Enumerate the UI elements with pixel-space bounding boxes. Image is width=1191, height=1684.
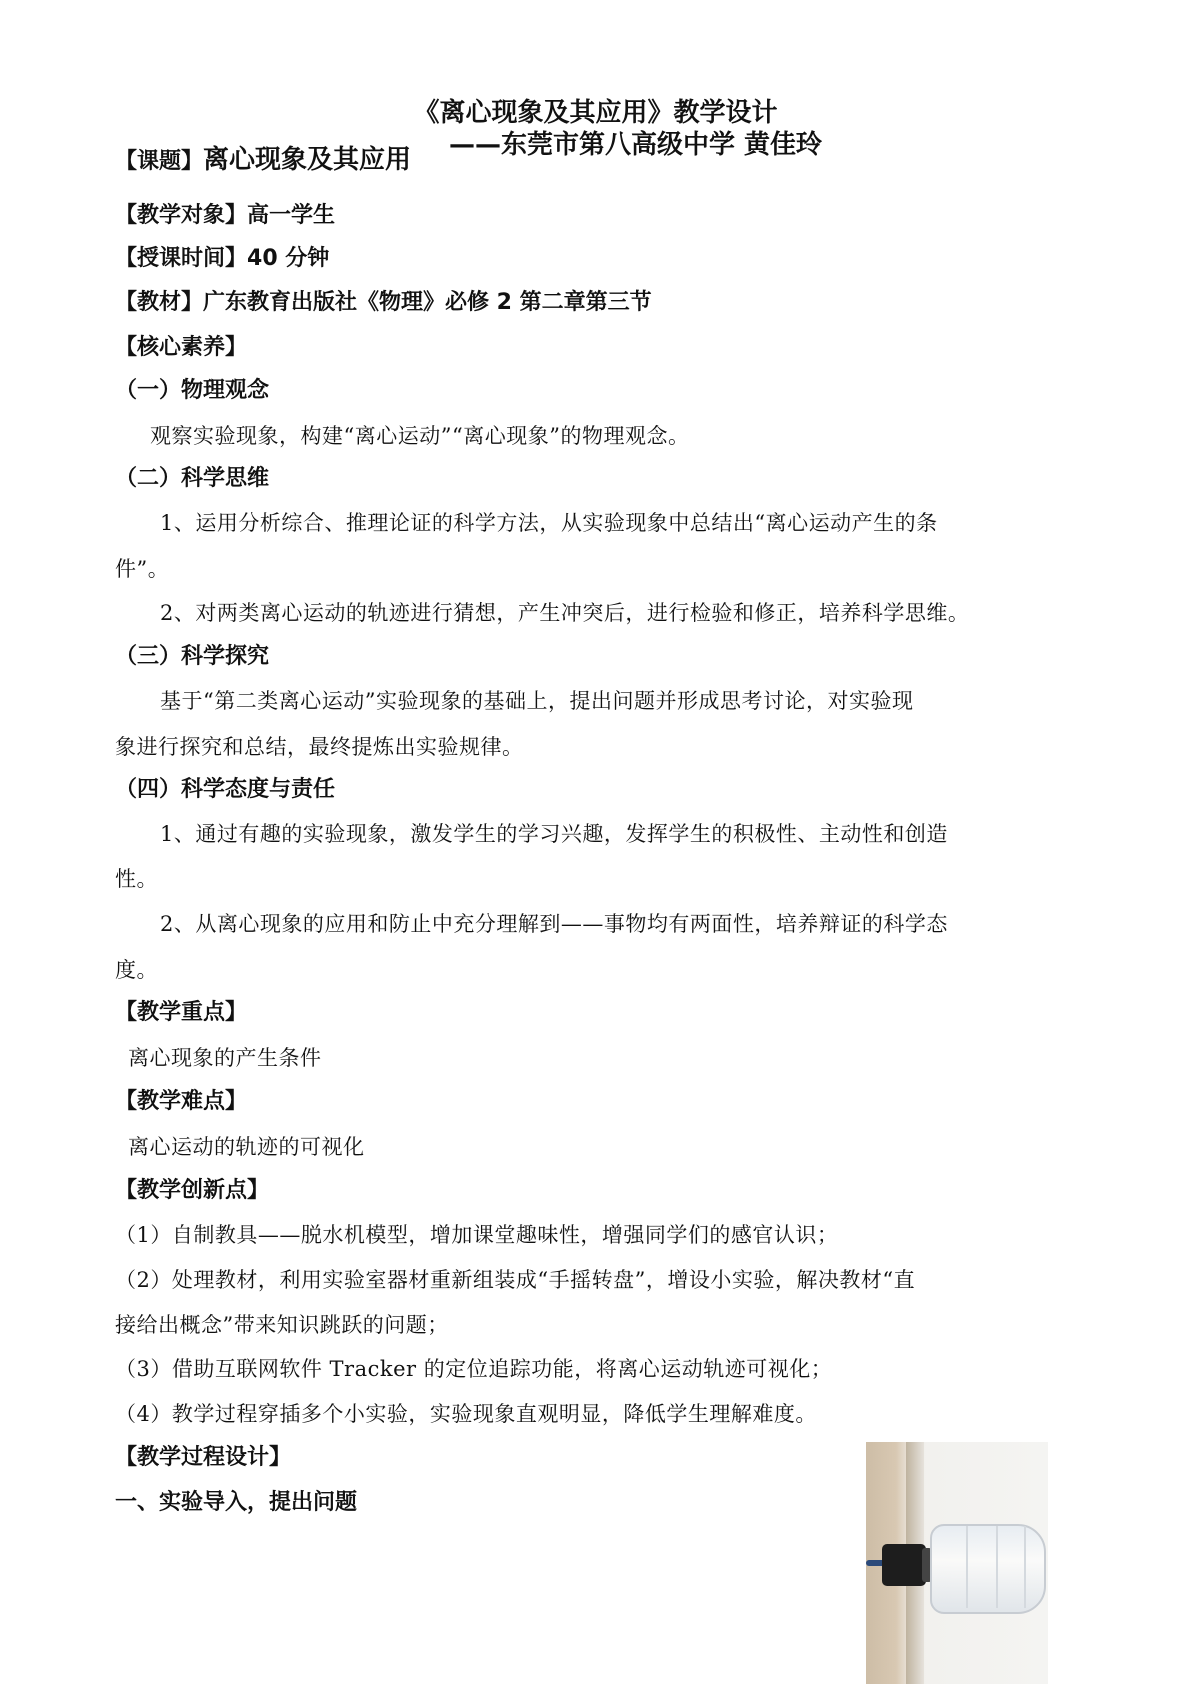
plastic-bottle-shape bbox=[930, 1524, 1046, 1614]
difficulty-text: 离心运动的轨迹的可视化 bbox=[128, 1135, 365, 1159]
innovation-item-2-line-1: （2）处理教材，利用实验室器材重新组装成“手摇转盘”，增设小实验，解决教材“直 bbox=[115, 1268, 916, 1292]
innovation-heading: 【教学创新点】 bbox=[115, 1178, 270, 1203]
core-heading: 【核心素养】 bbox=[115, 335, 248, 360]
audience-row bbox=[115, 201, 335, 231]
document-title: 《离心现象及其应用》教学设计 bbox=[413, 98, 778, 128]
duration-key: 【授课时间】 bbox=[115, 246, 248, 271]
textbook-key: 【教材】 bbox=[115, 290, 204, 315]
difficulty-heading: 【教学难点】 bbox=[115, 1089, 248, 1114]
duration-row bbox=[115, 244, 329, 274]
thinking-item-1-line-2: 件”。 bbox=[115, 557, 170, 581]
subject-value: 离心现象及其应用 bbox=[203, 145, 412, 175]
attitude-item-1-line-2: 性。 bbox=[115, 867, 158, 891]
section-physics-concept: （一）物理观念 bbox=[115, 378, 270, 403]
bottle-ridge bbox=[966, 1526, 968, 1608]
physics-concept-text: 观察实验现象，构建“离心运动”“离心现象”的物理观念。 bbox=[150, 424, 690, 448]
thinking-item-1-line-1: 1、运用分析综合、推理论证的科学方法，从实验现象中总结出“离心运动产生的条 bbox=[160, 511, 938, 535]
section-attitude-responsibility: （四）科学态度与责任 bbox=[115, 777, 336, 802]
subject-row bbox=[115, 145, 411, 177]
attitude-item-1-line-1: 1、通过有趣的实验现象，激发学生的学习兴趣，发挥学生的积极性、主动性和创造 bbox=[160, 822, 948, 846]
subject-key: 【课题】 bbox=[115, 149, 204, 174]
bottle-cap-shape bbox=[882, 1544, 926, 1586]
textbook-value: 广东教育出版社《物理》必修 2 第二章第三节 bbox=[203, 290, 652, 315]
bottle-photo bbox=[866, 1442, 1048, 1684]
inquiry-text-line-2: 象进行探究和总结，最终提炼出实验规律。 bbox=[115, 735, 524, 759]
focus-text: 离心现象的产生条件 bbox=[128, 1046, 322, 1070]
inquiry-text-line-1: 基于“第二类离心运动”实验现象的基础上，提出问题并形成思考讨论，对实验现 bbox=[160, 689, 914, 713]
process-heading: 【教学过程设计】 bbox=[115, 1445, 292, 1470]
innovation-item-4: （4）教学过程穿插多个小实验，实验现象直观明显，降低学生理解难度。 bbox=[115, 1402, 817, 1426]
audience-value: 高一学生 bbox=[247, 203, 336, 228]
focus-heading: 【教学重点】 bbox=[115, 1000, 248, 1025]
attitude-item-2-line-2: 度。 bbox=[115, 958, 158, 982]
bottle-ridge bbox=[996, 1526, 998, 1608]
textbook-row bbox=[115, 288, 652, 318]
section-scientific-inquiry: （三）科学探究 bbox=[115, 644, 270, 669]
thinking-item-2: 2、对两类离心运动的轨迹进行猜想，产生冲突后，进行检验和修正，培养科学思维。 bbox=[160, 601, 970, 625]
bottle-ridge bbox=[1024, 1526, 1026, 1608]
innovation-item-2-line-2: 接给出概念”带来知识跳跃的问题； bbox=[115, 1313, 449, 1337]
process-section-1: 一、实验导入，提出问题 bbox=[115, 1490, 358, 1515]
author-line: ——东莞市第八高级中学 黄佳玲 bbox=[448, 130, 823, 160]
audience-key: 【教学对象】 bbox=[115, 203, 248, 228]
duration-value: 40 分钟 bbox=[247, 246, 330, 271]
attitude-item-2-line-1: 2、从离心现象的应用和防止中充分理解到——事物均有两面性，培养辩证的科学态 bbox=[160, 912, 948, 936]
innovation-item-1: （1）自制教具——脱水机模型，增加课堂趣味性，增强同学们的感官认识； bbox=[115, 1223, 839, 1247]
section-scientific-thinking: （二）科学思维 bbox=[115, 466, 270, 491]
innovation-item-3: （3）借助互联网软件 Tracker 的定位追踪功能，将离心运动轨迹可视化； bbox=[115, 1357, 833, 1381]
